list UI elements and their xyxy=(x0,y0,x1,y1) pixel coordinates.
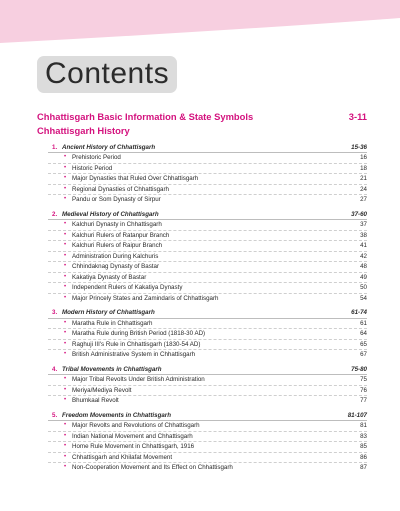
toc-item-page: 48 xyxy=(360,263,367,270)
toc-item-title: Kalchuri Dynasty in Chhattisgarh xyxy=(72,221,162,228)
chapter-title: Medieval History of Chhattisgarh xyxy=(62,210,159,218)
bullet-icon: • xyxy=(64,221,67,227)
toc-item[interactable] xyxy=(0,374,400,385)
bullet-icon: • xyxy=(64,175,67,181)
toc-item-page: 21 xyxy=(360,175,367,182)
section-heading-basic-info[interactable] xyxy=(37,111,367,125)
chapter-row[interactable] xyxy=(0,364,400,375)
toc-item-title: Home Rule Movement in Chhattisgarh, 1916 xyxy=(72,443,195,450)
page-title: Contents xyxy=(45,57,170,90)
chapter-pages: 75-80 xyxy=(351,365,367,373)
toc-item-title: Pandu or Som Dynasty of Sirpur xyxy=(72,196,161,203)
toc-item[interactable] xyxy=(0,328,400,339)
toc-item-title: Kalchuri Rulers of Ratanpur Branch xyxy=(72,231,170,239)
toc-item-title: Major Princely States and Zamindaris of Chhattisgarh xyxy=(72,294,219,302)
toc-item-page: 87 xyxy=(360,464,367,471)
toc-item-page: 75 xyxy=(360,376,367,383)
toc-item[interactable] xyxy=(0,163,400,174)
toc-item-page: 37 xyxy=(360,221,367,228)
toc-item-title: Chhattisgarh and Khilafat Movement xyxy=(72,453,173,461)
toc-item-page: 54 xyxy=(360,294,367,302)
toc-item-title: Raghuji III's Rule in Chhattisgarh (1830-54 AD) xyxy=(72,340,201,348)
toc-item-title: Maratha Rule in Chhattisgarh xyxy=(72,319,153,327)
toc-item-page: 16 xyxy=(360,154,367,161)
bullet-icon: • xyxy=(64,273,67,280)
toc-item-page: 50 xyxy=(360,284,367,291)
toc-item-title: Major Dynasties that Ruled Over Chhattisgarh xyxy=(72,175,199,182)
bullet-icon: • xyxy=(64,351,67,357)
toc-item-page: 83 xyxy=(360,432,367,440)
bullet-icon: • xyxy=(64,263,67,269)
toc-item[interactable] xyxy=(0,230,400,241)
bullet-icon: • xyxy=(64,196,67,202)
toc-item-title: Major Revolts and Revolutions of Chhattisgarh xyxy=(72,422,200,429)
toc-item-title: British Administrative System in Chhattisgarh xyxy=(72,351,196,358)
toc-item[interactable] xyxy=(0,462,400,473)
chapter-pages: 81-107 xyxy=(347,411,367,419)
toc-item-title: Kalchuri Rulers of Raipur Branch xyxy=(72,242,163,249)
toc-item[interactable] xyxy=(0,395,400,406)
toc-item[interactable] xyxy=(0,452,400,463)
bullet-icon: • xyxy=(64,443,67,449)
toc-item-title: Chhindaknag Dynasty of Bastar xyxy=(72,263,160,270)
toc-item[interactable] xyxy=(0,261,400,272)
page-title-box xyxy=(37,56,177,93)
chapter-row[interactable] xyxy=(0,307,400,318)
chapter-title: Ancient History of Chhattisgarh xyxy=(62,143,156,151)
toc-item[interactable] xyxy=(0,251,400,262)
toc-item[interactable] xyxy=(0,219,400,230)
toc-item[interactable] xyxy=(0,184,400,195)
toc-item[interactable] xyxy=(0,240,400,251)
bullet-icon: • xyxy=(64,242,67,248)
toc-item-title: Historic Period xyxy=(72,164,113,172)
chapter-number: 4. xyxy=(52,365,58,373)
toc-item-title: Meriya/Mediya Revolt xyxy=(72,386,132,394)
toc-item-page: 67 xyxy=(360,351,367,358)
chapter-number: 2. xyxy=(52,210,58,218)
header-band xyxy=(0,0,400,44)
chapter-pages: 37-60 xyxy=(351,210,367,218)
toc-item-page: 27 xyxy=(360,196,367,203)
toc-item-title: Independent Rulers of Kakatiya Dynasty xyxy=(72,284,183,291)
toc-item-page: 38 xyxy=(360,231,367,239)
bullet-icon: • xyxy=(64,330,67,336)
bullet-icon: • xyxy=(64,294,67,301)
bullet-icon: • xyxy=(64,432,67,439)
bullet-icon: • xyxy=(64,386,67,393)
toc-item-page: 61 xyxy=(360,319,367,327)
toc-item-page: 18 xyxy=(360,164,367,172)
toc-item[interactable] xyxy=(0,349,400,360)
toc-item[interactable] xyxy=(0,420,400,431)
toc-item-page: 81 xyxy=(360,422,367,429)
toc-item-page: 24 xyxy=(360,185,367,193)
toc-item[interactable] xyxy=(0,431,400,442)
toc-item[interactable] xyxy=(0,293,400,304)
chapter-row[interactable] xyxy=(0,142,400,153)
section-pages: 3-11 xyxy=(348,111,367,122)
bullet-icon: • xyxy=(64,284,67,290)
toc-item[interactable] xyxy=(0,272,400,283)
toc-item-page: 42 xyxy=(360,252,367,260)
bullet-icon: • xyxy=(64,185,67,192)
chapter-number: 1. xyxy=(52,143,58,151)
toc-item-page: 76 xyxy=(360,386,367,394)
bullet-icon: • xyxy=(64,231,67,238)
section-title: Chhattisgarh Basic Information & State Symbols xyxy=(37,111,254,122)
toc-item[interactable] xyxy=(0,194,400,205)
section-title: Chhattisgarh History xyxy=(37,125,130,136)
bullet-icon: • xyxy=(64,464,67,470)
toc-item-page: 64 xyxy=(360,330,367,337)
bullet-icon: • xyxy=(64,319,67,326)
toc-item-title: Administration During Kalchuris xyxy=(72,252,159,260)
bullet-icon: • xyxy=(64,154,67,160)
toc-item-page: 41 xyxy=(360,242,367,249)
toc-item-title: Non-Cooperation Movement and Its Effect on Chhattisgarh xyxy=(72,464,233,471)
chapter-number: 3. xyxy=(52,309,58,316)
chapter-title: Freedom Movements in Chhattisgarh xyxy=(62,411,171,419)
bullet-icon: • xyxy=(64,164,67,171)
toc-item-page: 65 xyxy=(360,340,367,348)
chapter-row[interactable] xyxy=(0,410,400,421)
toc-item[interactable] xyxy=(0,282,400,293)
chapter-row[interactable] xyxy=(0,209,400,220)
toc-item[interactable] xyxy=(0,152,400,163)
toc-item-page: 49 xyxy=(360,273,367,281)
toc-item[interactable] xyxy=(0,173,400,184)
toc-item-page: 77 xyxy=(360,397,367,404)
toc-item[interactable] xyxy=(0,441,400,452)
chapter-pages: 61-74 xyxy=(351,309,367,316)
chapter-title: Modern History of Chhattisgarh xyxy=(62,309,155,316)
bullet-icon: • xyxy=(64,252,67,259)
section-heading-history[interactable] xyxy=(37,125,367,139)
chapter-pages: 15-36 xyxy=(351,143,367,151)
toc-item-title: Major Tribal Revolts Under British Administration xyxy=(72,376,205,383)
toc-item-page: 85 xyxy=(360,443,367,450)
toc-item-title: Maratha Rule during British Period (1818-30 AD) xyxy=(72,330,206,337)
bullet-icon: • xyxy=(64,397,67,403)
toc-item-title: Indian National Movement and Chhattisgarh xyxy=(72,432,193,440)
bullet-icon: • xyxy=(64,422,67,428)
toc-item[interactable] xyxy=(0,339,400,350)
toc-item[interactable] xyxy=(0,318,400,329)
bullet-icon: • xyxy=(64,340,67,347)
bullet-icon: • xyxy=(64,376,67,382)
chapter-title: Tribal Movements in Chhattisgarh xyxy=(62,365,162,373)
toc-item-title: Kakatiya Dynasty of Bastar xyxy=(72,273,147,281)
toc-item-page: 86 xyxy=(360,453,367,461)
toc-item[interactable] xyxy=(0,385,400,396)
chapter-number: 5. xyxy=(52,411,58,419)
toc-item-title: Regional Dynasties of Chhattisgarh xyxy=(72,185,169,193)
bullet-icon: • xyxy=(64,453,67,460)
toc-item-title: Bhumkaal Revolt xyxy=(72,397,119,404)
toc-item-title: Prehistoric Period xyxy=(72,154,121,161)
